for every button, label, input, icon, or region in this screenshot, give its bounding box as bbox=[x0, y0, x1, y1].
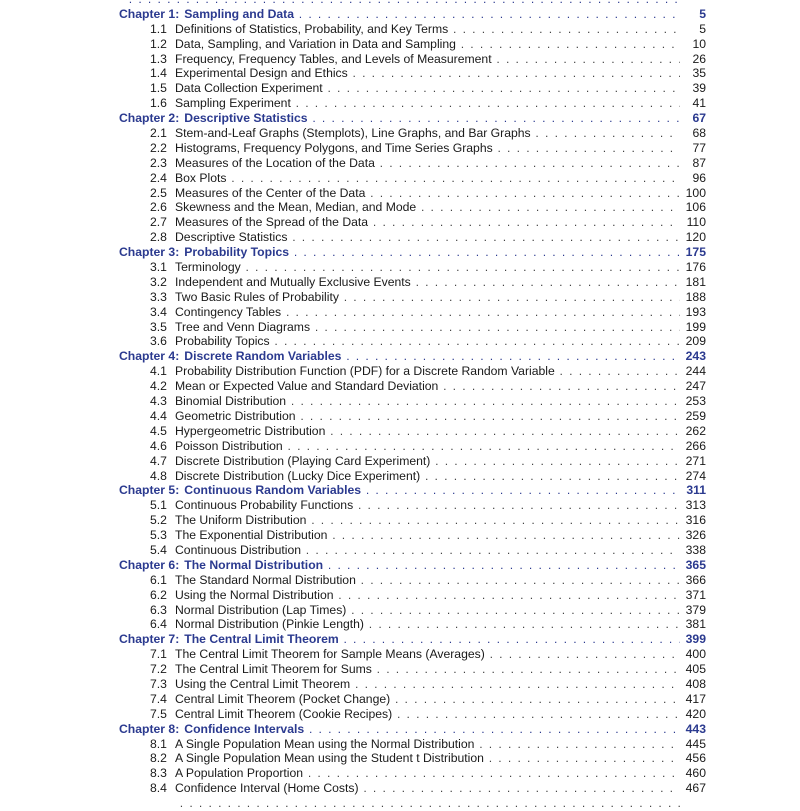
toc-entry-label bbox=[150, 260, 680, 275]
toc-entry-number: Chapter 1: bbox=[119, 6, 180, 21]
toc-section-entry[interactable] bbox=[0, 513, 800, 528]
toc-page-number: 100 bbox=[685, 185, 706, 200]
toc-page-number: 405 bbox=[685, 662, 706, 677]
toc-entry-label bbox=[150, 22, 680, 37]
toc-section-entry[interactable] bbox=[0, 781, 800, 796]
toc-entry-number: 2.5 bbox=[150, 185, 167, 200]
toc-chapter-entry[interactable] bbox=[0, 7, 800, 22]
toc-chapter-entry[interactable] bbox=[0, 349, 800, 364]
toc-entry-number: 4.2 bbox=[150, 379, 167, 394]
toc-entry-number: 6.4 bbox=[150, 617, 167, 632]
toc-entry-title: Data Collection Experiment bbox=[175, 81, 323, 96]
toc-entry-number: 3.3 bbox=[150, 289, 167, 304]
toc-entry-number: Chapter 8: bbox=[119, 721, 180, 736]
toc-entry-number: 7.4 bbox=[150, 691, 167, 706]
toc-page-number: 313 bbox=[685, 498, 706, 513]
toc-section-entry[interactable] bbox=[0, 22, 800, 37]
toc-entry-number: 1.1 bbox=[150, 21, 167, 36]
toc-section-entry[interactable] bbox=[0, 543, 800, 558]
toc-section-entry[interactable] bbox=[0, 334, 800, 349]
toc-entry-label bbox=[119, 632, 680, 647]
toc-page-number: 243 bbox=[685, 349, 706, 364]
toc-entry-title: Terminology bbox=[175, 260, 241, 275]
toc-entry-title: Two Basic Rules of Probability bbox=[175, 289, 339, 304]
toc-page-number: 5 bbox=[699, 6, 706, 21]
toc-page-number: 311 bbox=[686, 483, 706, 498]
toc-entry-label bbox=[150, 290, 680, 305]
toc-entry-label bbox=[119, 7, 680, 22]
toc-entry-title: The Uniform Distribution bbox=[175, 513, 307, 528]
toc-entry-label bbox=[150, 379, 680, 394]
toc-entry-label bbox=[150, 737, 680, 752]
toc-entry-label bbox=[150, 439, 680, 454]
toc-entry-label bbox=[150, 215, 680, 230]
toc-section-entry[interactable] bbox=[0, 454, 800, 469]
toc-entry-label bbox=[150, 662, 680, 677]
toc-entry-label bbox=[119, 111, 680, 126]
toc-entry-label bbox=[150, 126, 680, 141]
toc-entry-number: 4.4 bbox=[150, 408, 167, 423]
toc-entry-title: Binomial Distribution bbox=[175, 394, 287, 409]
toc-entry-label bbox=[150, 66, 680, 81]
toc-entry-title: Tree and Venn Diagrams bbox=[175, 319, 311, 334]
toc-entry-title: Continuous Probability Functions bbox=[175, 498, 354, 513]
toc-entry-number: 8.1 bbox=[150, 736, 167, 751]
toc-chapter-entry[interactable] bbox=[0, 245, 800, 260]
toc-entry-number: 7.3 bbox=[150, 676, 167, 691]
toc-entry-label bbox=[150, 498, 680, 513]
toc-entry-number: 1.6 bbox=[150, 96, 167, 111]
toc-page-number: 10 bbox=[692, 36, 706, 51]
toc-section-entry[interactable] bbox=[0, 37, 800, 52]
toc-entry-label bbox=[119, 558, 680, 573]
toc-page-number: 5 bbox=[699, 21, 706, 36]
toc-entry-number: 4.3 bbox=[150, 394, 167, 409]
toc-entry-label bbox=[150, 766, 680, 781]
toc-section-entry[interactable] bbox=[0, 439, 800, 454]
toc-page-number: 456 bbox=[685, 751, 706, 766]
toc-page-number: 266 bbox=[685, 438, 706, 453]
toc-entry-title: Continuous Random Variables bbox=[184, 483, 362, 498]
toc-entry-title: The Central Limit Theorem for Sample Means (Averages) bbox=[175, 647, 485, 662]
toc-entry-number: 5.1 bbox=[150, 498, 167, 513]
toc-entry-number: 1.2 bbox=[150, 36, 167, 51]
toc-entry-title: Probability Topics bbox=[184, 245, 290, 260]
toc-page-number: 199 bbox=[685, 319, 706, 334]
toc-entry-title: Mean or Expected Value and Standard Deviation bbox=[175, 379, 439, 394]
toc-section-entry[interactable] bbox=[0, 737, 800, 752]
toc-section-entry[interactable] bbox=[0, 751, 800, 766]
toc-entry-label bbox=[150, 52, 680, 67]
toc-section-entry[interactable] bbox=[0, 617, 800, 632]
toc-entry-title: Measures of the Spread of the Data bbox=[175, 215, 369, 230]
toc-page-number: 244 bbox=[685, 364, 706, 379]
toc-section-entry[interactable] bbox=[0, 409, 800, 424]
toc-entry-number: Chapter 5: bbox=[119, 483, 180, 498]
toc-entry-label bbox=[150, 200, 680, 215]
toc-entry-label bbox=[150, 334, 680, 349]
toc-entry-title: Confidence Interval (Home Costs) bbox=[175, 781, 359, 796]
toc-section-entry[interactable] bbox=[0, 320, 800, 335]
toc-entry-label bbox=[150, 186, 680, 201]
toc-page-number: 193 bbox=[685, 304, 706, 319]
toc-entry-number: 6.2 bbox=[150, 587, 167, 602]
toc-entry-title: Hypergeometric Distribution bbox=[175, 423, 326, 438]
toc-page-number: 371 bbox=[685, 587, 706, 602]
toc-section-entry[interactable] bbox=[0, 305, 800, 320]
toc-entry-number: 1.5 bbox=[150, 81, 167, 96]
toc-entry-label bbox=[150, 37, 680, 52]
toc-section-entry[interactable] bbox=[0, 677, 800, 692]
toc-entry-title: Discrete Distribution (Playing Card Experiment) bbox=[175, 453, 431, 468]
toc-entry-label bbox=[119, 722, 680, 737]
toc-entry-label bbox=[150, 796, 680, 811]
toc-entry-number: 2.1 bbox=[150, 126, 167, 141]
toc-section-entry[interactable] bbox=[0, 171, 800, 186]
toc-entry-number: 7.1 bbox=[150, 647, 167, 662]
toc-entry-number: 8.3 bbox=[150, 766, 167, 781]
toc-section-entry[interactable] bbox=[0, 156, 800, 171]
toc-section-entry[interactable] bbox=[0, 662, 800, 677]
toc-entry-title: Descriptive Statistics bbox=[184, 111, 308, 126]
toc-page-number: 96 bbox=[692, 170, 706, 185]
toc-entry-title: Normal Distribution (Pinkie Length) bbox=[175, 617, 364, 632]
toc-section-entry[interactable] bbox=[0, 230, 800, 245]
toc-entry-label bbox=[150, 677, 680, 692]
toc-entry-label bbox=[150, 647, 680, 662]
toc-entry-number: Chapter 7: bbox=[119, 632, 180, 647]
toc-entry-title: Normal Distribution (Lap Times) bbox=[175, 602, 347, 617]
toc-section-entry[interactable] bbox=[0, 96, 800, 111]
toc-section-entry[interactable] bbox=[0, 275, 800, 290]
toc-entry-number: 4.7 bbox=[150, 453, 167, 468]
toc-entry-label bbox=[150, 617, 680, 632]
toc-page-number: 35 bbox=[692, 66, 706, 81]
toc-entry-title: Probability Distribution Function (PDF) for a Discrete Random Variable bbox=[175, 364, 555, 379]
toc-page-number: 338 bbox=[685, 542, 706, 557]
toc-entry-label bbox=[150, 588, 680, 603]
toc-entry-title: Experimental Design and Ethics bbox=[175, 66, 348, 81]
toc-entry-number: 8.4 bbox=[150, 781, 167, 796]
toc-entry-number: Chapter 6: bbox=[119, 557, 180, 572]
toc-page-number: 41 bbox=[692, 96, 706, 111]
toc-page-number: 445 bbox=[685, 736, 706, 751]
toc-entry-label bbox=[150, 424, 680, 439]
toc-entry-label bbox=[150, 707, 680, 722]
toc-entry-label bbox=[150, 364, 680, 379]
toc-entry-title: The Standard Normal Distribution bbox=[175, 572, 356, 587]
toc-section-entry[interactable] bbox=[0, 126, 800, 141]
toc-page-number: 120 bbox=[685, 230, 706, 245]
toc-entry-label bbox=[150, 81, 680, 96]
toc-entry-title: Measures of the Center of the Data bbox=[175, 185, 366, 200]
toc-entry-title: A Population Proportion bbox=[175, 766, 304, 781]
toc-entry-title: Stem-and-Leaf Graphs (Stemplots), Line Graphs, and Bar Graphs bbox=[175, 126, 531, 141]
toc-entry-number: 6.3 bbox=[150, 602, 167, 617]
toc-entry-title: Poisson Distribution bbox=[175, 438, 283, 453]
toc-page-number: 326 bbox=[685, 528, 706, 543]
toc-entry-title: Geometric Distribution bbox=[175, 408, 296, 423]
toc-entry-number: 7.5 bbox=[150, 706, 167, 721]
toc-entry-number: 3.2 bbox=[150, 274, 167, 289]
toc-entry-number: 4.1 bbox=[150, 364, 167, 379]
toc-entry-label bbox=[150, 409, 680, 424]
toc-section-entry[interactable] bbox=[0, 379, 800, 394]
toc-page-number: 366 bbox=[685, 572, 706, 587]
toc-entry-label bbox=[150, 543, 680, 558]
toc-entry-label bbox=[150, 141, 680, 156]
toc-entry-number: 8.2 bbox=[150, 751, 167, 766]
toc-page-number: 420 bbox=[685, 706, 706, 721]
toc-entry-title: Histograms, Frequency Polygons, and Time Series Graphs bbox=[175, 140, 493, 155]
toc-entry-label bbox=[150, 96, 680, 111]
toc-page-number: 417 bbox=[685, 691, 706, 706]
toc-page-number: 26 bbox=[692, 51, 706, 66]
toc-section-entry[interactable] bbox=[0, 81, 800, 96]
toc-entry-title: Sampling Experiment bbox=[175, 96, 291, 111]
toc-entry-number: 1.4 bbox=[150, 66, 167, 81]
toc-entry-number: 3.4 bbox=[150, 304, 167, 319]
toc-entry-label bbox=[150, 454, 680, 469]
toc-entry-number: 2.2 bbox=[150, 140, 167, 155]
toc-page-number: 39 bbox=[692, 81, 706, 96]
toc-entry-label bbox=[119, 245, 680, 260]
toc-entry-label bbox=[119, 349, 680, 364]
toc-entry-number: 3.5 bbox=[150, 319, 167, 334]
toc-chapter-entry[interactable] bbox=[0, 111, 800, 126]
toc-entry-label bbox=[150, 513, 680, 528]
toc-entry-number: 5.3 bbox=[150, 528, 167, 543]
toc-entry-title: A Single Population Mean using the Student t Distribution bbox=[175, 751, 484, 766]
toc-entry-label bbox=[150, 603, 680, 618]
toc-section-entry[interactable] bbox=[0, 647, 800, 662]
toc-page-number: 77 bbox=[692, 140, 706, 155]
toc-section-entry[interactable] bbox=[0, 141, 800, 156]
toc-section-entry[interactable] bbox=[0, 588, 800, 603]
toc-entry-title: Discrete Distribution (Lucky Dice Experiment) bbox=[175, 468, 421, 483]
toc-entry-label bbox=[150, 230, 680, 245]
toc-entry-title: Probability Topics bbox=[175, 334, 270, 349]
toc-chapter-entry[interactable] bbox=[0, 632, 800, 647]
toc-entry-title: Box Plots bbox=[175, 170, 227, 185]
toc-section-entry[interactable] bbox=[0, 364, 800, 379]
toc-chapter-entry[interactable] bbox=[0, 722, 800, 737]
toc-entry-title: Data, Sampling, and Variation in Data and Sampling bbox=[175, 36, 456, 51]
toc-entry-title: Discrete Random Variables bbox=[184, 349, 342, 364]
toc-entry-number: 2.7 bbox=[150, 215, 167, 230]
toc-entry-title: Using the Normal Distribution bbox=[175, 587, 334, 602]
toc-chapter-entry[interactable] bbox=[0, 483, 800, 498]
toc-entry-label bbox=[150, 305, 680, 320]
toc-entry-title: Continuous Distribution bbox=[175, 542, 302, 557]
toc-section-entry[interactable] bbox=[0, 215, 800, 230]
toc-chapter-entry[interactable] bbox=[0, 558, 800, 573]
toc-section-entry[interactable] bbox=[0, 200, 800, 215]
toc-entry-number: 6.1 bbox=[150, 572, 167, 587]
toc-entry-title: Central Limit Theorem (Cookie Recipes) bbox=[175, 706, 393, 721]
toc-page-number: 175 bbox=[685, 245, 706, 260]
toc-page-number: 181 bbox=[685, 274, 706, 289]
toc-page-number: 209 bbox=[685, 334, 706, 349]
toc-section-entry[interactable] bbox=[0, 66, 800, 81]
toc-entry-number: 3.6 bbox=[150, 334, 167, 349]
toc-page-number: 106 bbox=[685, 200, 706, 215]
toc-page-number: 381 bbox=[685, 617, 706, 632]
toc-chapter-entry[interactable] bbox=[0, 0, 800, 7]
toc-entry-label bbox=[150, 320, 680, 335]
toc-entry-title: Measures of the Location of the Data bbox=[175, 155, 375, 170]
toc-entry-label bbox=[119, 0, 680, 7]
toc-entry-title bbox=[119, 0, 124, 6]
toc-entry-label bbox=[150, 528, 680, 543]
toc-page-number: 262 bbox=[685, 423, 706, 438]
toc-page-number: 259 bbox=[685, 408, 706, 423]
toc-section-entry[interactable] bbox=[0, 290, 800, 305]
toc-page-number: 176 bbox=[685, 260, 706, 275]
toc-entry-number: 2.8 bbox=[150, 230, 167, 245]
toc-entry-title: Sampling and Data bbox=[184, 6, 294, 21]
toc-entry-number: 1.3 bbox=[150, 51, 167, 66]
toc-entry-number: 2.6 bbox=[150, 200, 167, 215]
toc-entry-number: 7.2 bbox=[150, 662, 167, 677]
toc-entry-title: Definitions of Statistics, Probability, and Key Terms bbox=[175, 21, 449, 36]
toc-section-entry[interactable] bbox=[0, 52, 800, 67]
toc-entry-number: 4.5 bbox=[150, 423, 167, 438]
toc-page-number: 443 bbox=[685, 721, 706, 736]
toc-entry-title: Descriptive Statistics bbox=[175, 230, 288, 245]
toc-entry-number: 2.4 bbox=[150, 170, 167, 185]
toc-entry-title: The Exponential Distribution bbox=[175, 528, 328, 543]
toc-entry-title: The Central Limit Theorem for Sums bbox=[175, 662, 372, 677]
toc-entry-label bbox=[150, 156, 680, 171]
toc-section-entry[interactable] bbox=[0, 186, 800, 201]
toc-page-number: 271 bbox=[685, 453, 706, 468]
toc-entry-label bbox=[119, 483, 680, 498]
toc-entry-title: Central Limit Theorem (Pocket Change) bbox=[175, 691, 391, 706]
toc-section-entry[interactable] bbox=[0, 260, 800, 275]
toc-page-number: 274 bbox=[685, 468, 706, 483]
toc-page-number: 247 bbox=[685, 379, 706, 394]
toc-page-number: 188 bbox=[685, 289, 706, 304]
toc-page-number: 67 bbox=[692, 111, 706, 126]
toc-page-number: 408 bbox=[685, 676, 706, 691]
toc-entry-number: Chapter 3: bbox=[119, 245, 180, 260]
toc-entry-title: The Normal Distribution bbox=[184, 557, 324, 572]
toc-page-number: 467 bbox=[685, 781, 706, 796]
toc-page-number: 316 bbox=[685, 513, 706, 528]
toc-page-number: 253 bbox=[685, 394, 706, 409]
toc-entry-label bbox=[150, 781, 680, 796]
toc-page-number: 87 bbox=[692, 155, 706, 170]
toc-section-entry[interactable] bbox=[0, 528, 800, 543]
toc-section-entry[interactable] bbox=[0, 498, 800, 513]
toc-entry-number: 3.1 bbox=[150, 260, 167, 275]
toc-entry-title: Independent and Mutually Exclusive Events bbox=[175, 274, 411, 289]
toc-section-entry[interactable] bbox=[0, 766, 800, 781]
toc-section-entry[interactable] bbox=[0, 394, 800, 409]
toc-page-number: 110 bbox=[686, 215, 706, 230]
toc-page-number: 68 bbox=[692, 126, 706, 141]
toc-entry-label bbox=[150, 573, 680, 588]
toc-entry-title: Using the Central Limit Theorem bbox=[175, 676, 351, 691]
toc-section-entry[interactable] bbox=[0, 796, 800, 811]
toc-section-entry[interactable] bbox=[0, 469, 800, 484]
toc-page-number: 460 bbox=[685, 766, 706, 781]
toc-entry-label bbox=[150, 751, 680, 766]
toc-entry-number: 5.4 bbox=[150, 542, 167, 557]
toc-entry-label bbox=[150, 692, 680, 707]
toc-entry-title bbox=[172, 796, 175, 810]
toc-section-entry[interactable] bbox=[0, 573, 800, 588]
toc-entry-label bbox=[150, 469, 680, 484]
toc-page-number: 365 bbox=[685, 557, 706, 572]
toc-page-number: 379 bbox=[685, 602, 706, 617]
toc-section-entry[interactable] bbox=[0, 692, 800, 707]
toc-entry-number: 2.3 bbox=[150, 155, 167, 170]
toc-entry-title: Frequency, Frequency Tables, and Levels of Measurement bbox=[175, 51, 492, 66]
toc-entry-number: Chapter 4: bbox=[119, 349, 180, 364]
toc-entry-number: 4.8 bbox=[150, 468, 167, 483]
toc-entry-number: 4.6 bbox=[150, 438, 167, 453]
toc-page-number: 400 bbox=[685, 647, 706, 662]
toc-entry-title: Contingency Tables bbox=[175, 304, 282, 319]
toc-entry-title: A Single Population Mean using the Normal Distribution bbox=[175, 736, 475, 751]
toc-section-entry[interactable] bbox=[0, 424, 800, 439]
toc-section-entry[interactable] bbox=[0, 603, 800, 618]
toc-entry-label bbox=[150, 171, 680, 186]
toc-entry-number: Chapter 2: bbox=[119, 111, 180, 126]
toc-entry-title: Skewness and the Mean, Median, and Mode bbox=[175, 200, 417, 215]
toc-entry-label bbox=[150, 275, 680, 290]
toc-entry-number: 5.2 bbox=[150, 513, 167, 528]
toc-section-entry[interactable] bbox=[0, 707, 800, 722]
toc-entry-title: Confidence Intervals bbox=[184, 721, 305, 736]
toc-entry-title: The Central Limit Theorem bbox=[184, 632, 339, 647]
toc-entry-label bbox=[150, 394, 680, 409]
toc-page-number: 399 bbox=[685, 632, 706, 647]
